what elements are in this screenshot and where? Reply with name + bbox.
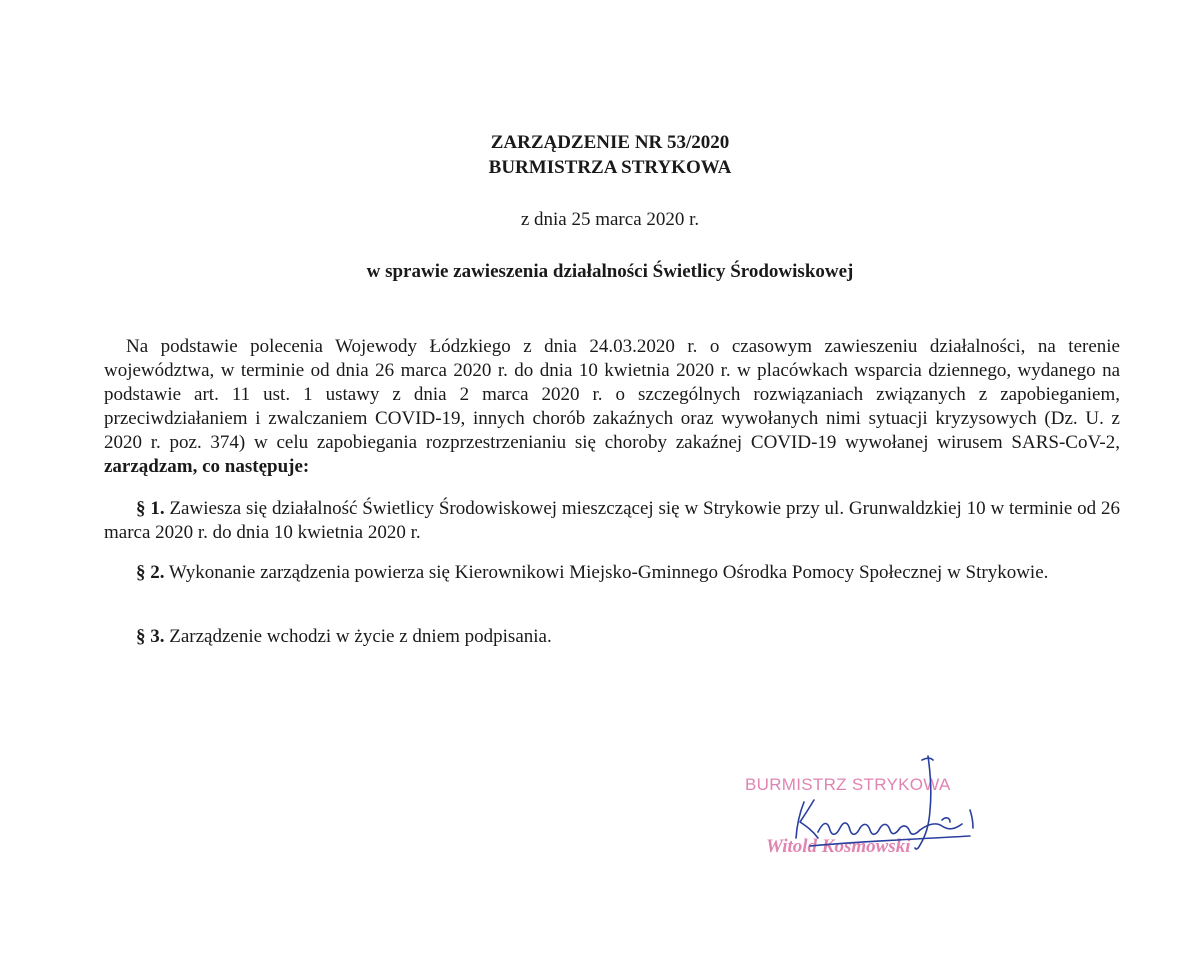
section-1	[104, 497, 1120, 545]
document-issuer: BURMISTRZA STRYKOWA	[488, 157, 732, 178]
section-2	[104, 561, 1120, 585]
decision-phrase: zarządzam, co następuje:	[104, 456, 310, 477]
section-2-label: § 2.	[136, 562, 165, 583]
section-3-label: § 3.	[136, 626, 165, 647]
handwritten-signature	[770, 750, 1010, 860]
section-3-text: Zarządzenie wchodzi w życie z dniem podpisania.	[169, 626, 552, 647]
section-2-text: Wykonanie zarządzenia powierza się Kierownikowi Miejsko-Gminnego Ośrodka Pomocy Społecznej w Strykowie.	[168, 562, 1049, 583]
official-stamp-title: BURMISTRZ STRYKOWA	[745, 775, 951, 794]
section-1-text: Zawiesza się działalność Świetlicy Środowiskowej mieszczącej się w Strykowie przy ul. Grunwaldzkiej 10 w terminie od 26 marca 2020 r. do dnia 10 kwietnia 2020 r.	[104, 498, 1121, 543]
section-3	[104, 625, 1120, 649]
official-stamp-name: Witold Kosmowski	[766, 836, 911, 857]
legal-basis-text: Na podstawie polecenia Wojewody Łódzkiego z dnia 24.03.2020 r. o czasowym zawieszeniu działalności, na terenie województwa, w terminie od dnia 26 marca 2020 r. do dnia 10 kwietnia 2020 r. w placówkach wsparcia dziennego, wydanego na podstawie art. 11 ust. 1 ustawy z dnia 2 marca 2020 r. o szczególnych rozwiązaniach związanych z zapobieganiem, przeciwdziałaniem i zwalczaniem COVID-19, innych chorób zakaźnych oraz wywołanych nimi sytuacji kryzysowych (Dz. U. z 2020 r. poz. 374) w celu zapobiegania rozprzestrzenianiu się choroby zakaźnej COVID-19 wywołanej wirusem SARS-CoV-2,	[104, 336, 1120, 453]
document-date: z dnia 25 marca 2020 r.	[520, 209, 700, 230]
document-subject: w sprawie zawieszenia działalności Świetlicy Środowiskowej	[366, 261, 854, 282]
legal-basis-paragraph	[104, 335, 1120, 479]
section-1-label: § 1.	[136, 498, 165, 519]
document-title: ZARZĄDZENIE NR 53/2020	[490, 132, 730, 153]
